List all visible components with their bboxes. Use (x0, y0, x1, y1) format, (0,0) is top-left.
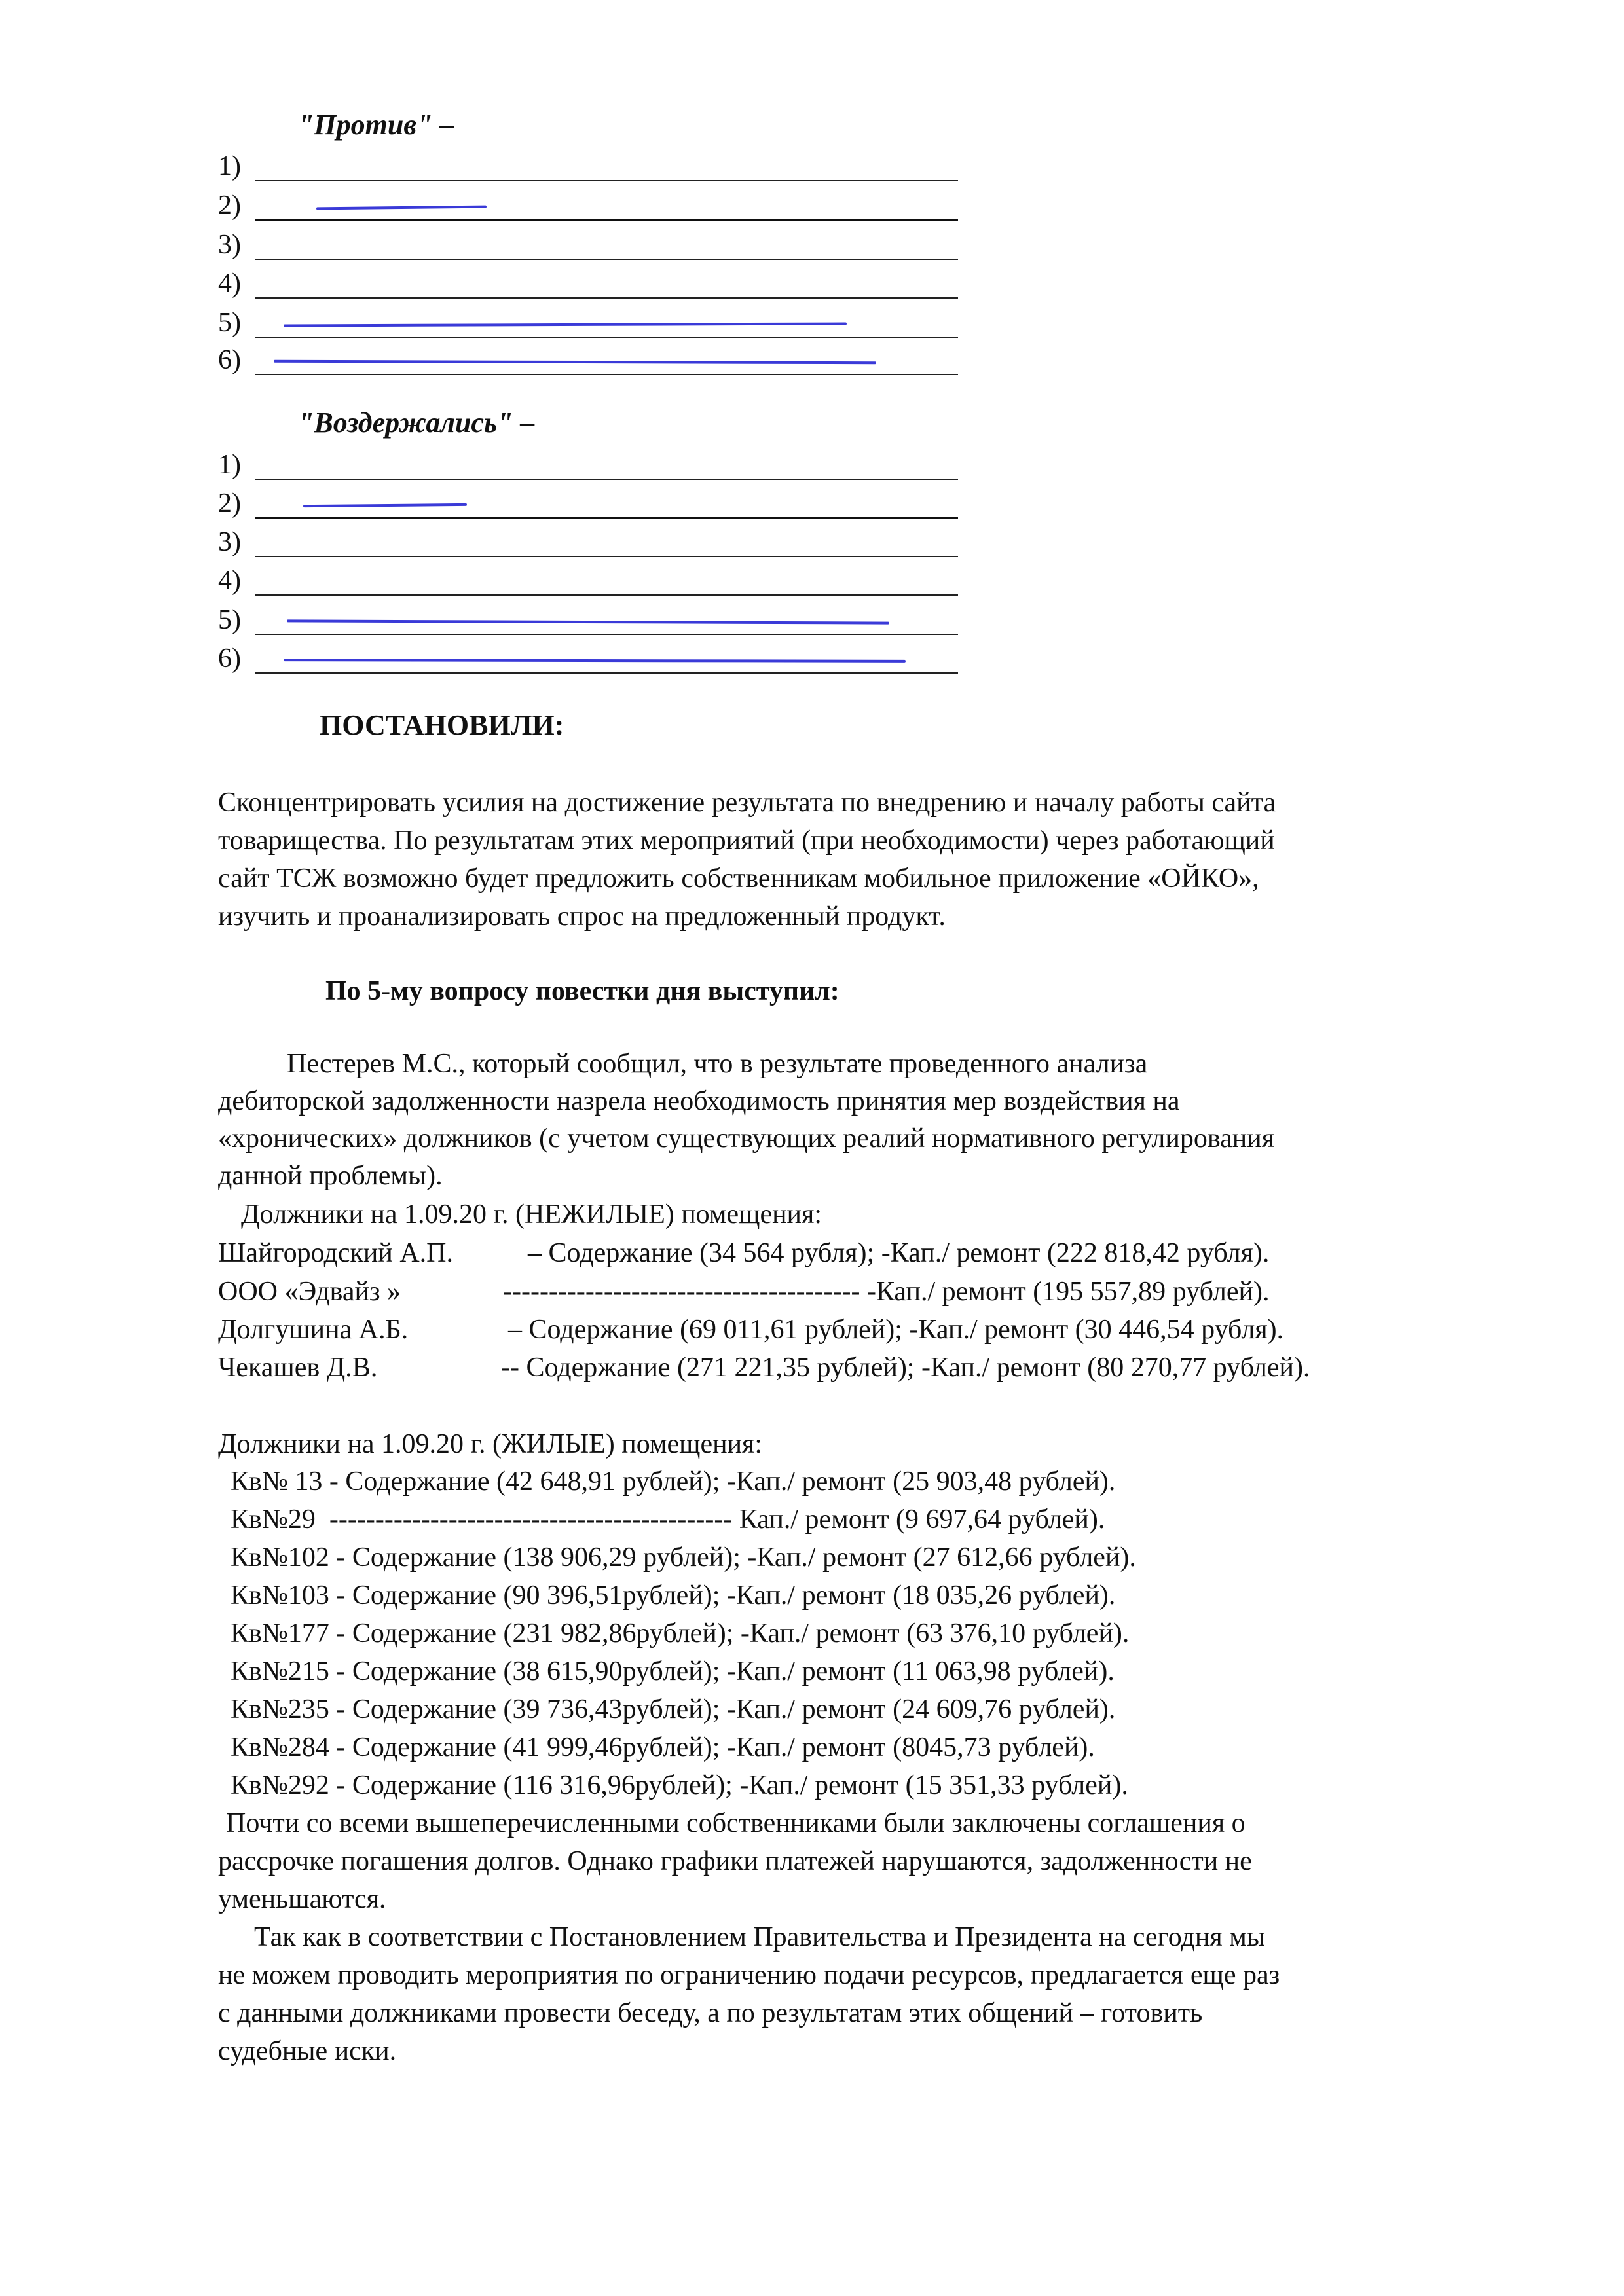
debtor-name: Чекашев Д.В. (218, 1353, 378, 1383)
blank-line (255, 374, 958, 375)
debtor-name: Шайгородский А.П. (218, 1238, 453, 1268)
abstained-line-4 (218, 556, 958, 596)
line-number: 3) (218, 230, 241, 260)
line-number: 5) (218, 605, 241, 635)
proposal-line-1: Так как в соответствии с Постановлением Правительства и Президента на сегодня мы (254, 1922, 1265, 1952)
nonresidential-heading: Должники на 1.09.20 г. (НЕЖИЛЫЕ) помещения: (241, 1199, 822, 1230)
apartment-debt-line: Кв№215 - Содержание (38 615,90рублей); -Кап./ ремонт (11 063,98 рублей). (231, 1656, 1115, 1686)
abstained-line-1 (218, 441, 958, 480)
apartment-debt-line: Кв№102 - Содержание (138 906,29 рублей); -Кап./ ремонт (27 612,66 рублей). (231, 1542, 1136, 1573)
against-line-6 (218, 336, 958, 375)
against-heading: "Против" – (298, 109, 454, 141)
line-number: 2) (218, 191, 241, 221)
handwritten-dash-mark (316, 206, 487, 210)
apartment-debt-line: Кв№235 - Содержание (39 736,43рублей); -Кап./ ремонт (24 609,76 рублей). (231, 1694, 1116, 1724)
against-line-2 (218, 181, 958, 221)
agreements-line-1: Почти со всеми вышеперечисленными собственниками были заключены соглашения о (226, 1808, 1246, 1838)
handwritten-dash-mark (303, 503, 467, 507)
abstained-line-5 (218, 596, 958, 635)
proposal-line-3: с данными должниками провести беседу, а по результатам этих общений – готовить (218, 1998, 1203, 2028)
abstained-line-3 (218, 518, 958, 557)
debtor-amounts: – Содержание (69 011,61 рублей); -Кап./ ремонт (30 446,54 рубля). (508, 1315, 1284, 1345)
apartment-debt-line: Кв№ 13 - Содержание (42 648,91 рублей); -Кап./ ремонт (25 903,48 рублей). (231, 1467, 1116, 1497)
speech-line-2: дебиторской задолженности назрела необходимость принятия мер воздействия на (218, 1086, 1180, 1116)
apartment-debt-line: Кв№177 - Содержание (231 982,86рублей); -Кап./ ремонт (63 376,10 рублей). (231, 1618, 1130, 1649)
proposal-line-2: не можем проводить мероприятия по ограничению подачи ресурсов, предлагается еще раз (218, 1960, 1280, 1990)
abstained-line-2 (218, 479, 958, 519)
resolved-text-line-4: изучить и проанализировать спрос на предложенный продукт. (218, 902, 946, 932)
against-line-1 (218, 142, 958, 181)
resolved-text-line-3: сайт ТСЖ возможно будет предложить собственникам мобильное приложение «ОЙКО», (218, 864, 1259, 894)
line-number: 5) (218, 308, 241, 338)
line-number: 6) (218, 644, 241, 674)
debtor-name: Долгушина А.Б. (218, 1315, 409, 1345)
handwritten-dash-mark (284, 322, 847, 327)
handwritten-dash-mark (274, 360, 876, 364)
apartment-debt-line: Кв№292 - Содержание (116 316,96рублей); -Кап./ ремонт (15 351,33 рублей). (231, 1770, 1128, 1800)
speech-line-1: Пестерев М.С., который сообщил, что в результате проведенного анализа (287, 1049, 1148, 1079)
resolved-text-line-1: Сконцентрировать усилия на достижение результата по внедрению и началу работы сайта (218, 788, 1276, 818)
agreements-line-2: рассрочке погашения долгов. Однако графики платежей нарушаются, задолженности не (218, 1846, 1252, 1876)
blank-line (255, 672, 958, 674)
debtor-amounts: --------------------------------------- -Кап./ ремонт (195 557,89 рублей). (503, 1277, 1270, 1307)
against-line-4 (218, 259, 958, 299)
resolved-heading: ПОСТАНОВИЛИ: (320, 709, 564, 741)
line-number: 4) (218, 268, 241, 299)
against-line-5 (218, 299, 958, 338)
speech-line-3: «хронических» должников (с учетом существующих реалий нормативного регулирования (218, 1123, 1275, 1154)
line-number: 1) (218, 151, 241, 181)
line-number: 2) (218, 488, 241, 519)
proposal-line-4: судебные иски. (218, 2036, 397, 2066)
question5-heading: По 5-му вопросу повестки дня выступил: (325, 976, 840, 1006)
abstained-line-6 (218, 634, 958, 674)
residential-heading: Должники на 1.09.20 г. (ЖИЛЫЕ) помещения: (218, 1429, 763, 1459)
debtor-name: ООО «Эдвайз » (218, 1277, 401, 1307)
against-line-3 (218, 221, 958, 260)
resolved-text-line-2: товарищества. По результатам этих мероприятий (при необходимости) через работающий (218, 826, 1275, 856)
line-number: 1) (218, 450, 241, 480)
speech-line-4: данной проблемы). (218, 1161, 443, 1191)
apartment-debt-line: Кв№103 - Содержание (90 396,51рублей); -Кап./ ремонт (18 035,26 рублей). (231, 1580, 1116, 1611)
handwritten-dash-mark (287, 619, 889, 624)
abstained-heading: "Воздержались" – (298, 407, 535, 439)
line-number: 4) (218, 566, 241, 596)
line-number: 3) (218, 527, 241, 557)
handwritten-dash-mark (284, 659, 906, 663)
agreements-line-3: уменьшаются. (218, 1884, 386, 1914)
debtor-amounts: -- Содержание (271 221,35 рублей); -Кап./ ремонт (80 270,77 рублей). (501, 1353, 1310, 1383)
debtor-amounts: – Содержание (34 564 рубля); -Кап./ ремонт (222 818,42 рубля). (528, 1238, 1270, 1268)
apartment-debt-line: Кв№29 -------------------------------------------- Кап./ ремонт (9 697,64 рублей). (231, 1504, 1105, 1535)
apartment-debt-line: Кв№284 - Содержание (41 999,46рублей); -Кап./ ремонт (8045,73 рублей). (231, 1732, 1095, 1762)
line-number: 6) (218, 345, 241, 375)
